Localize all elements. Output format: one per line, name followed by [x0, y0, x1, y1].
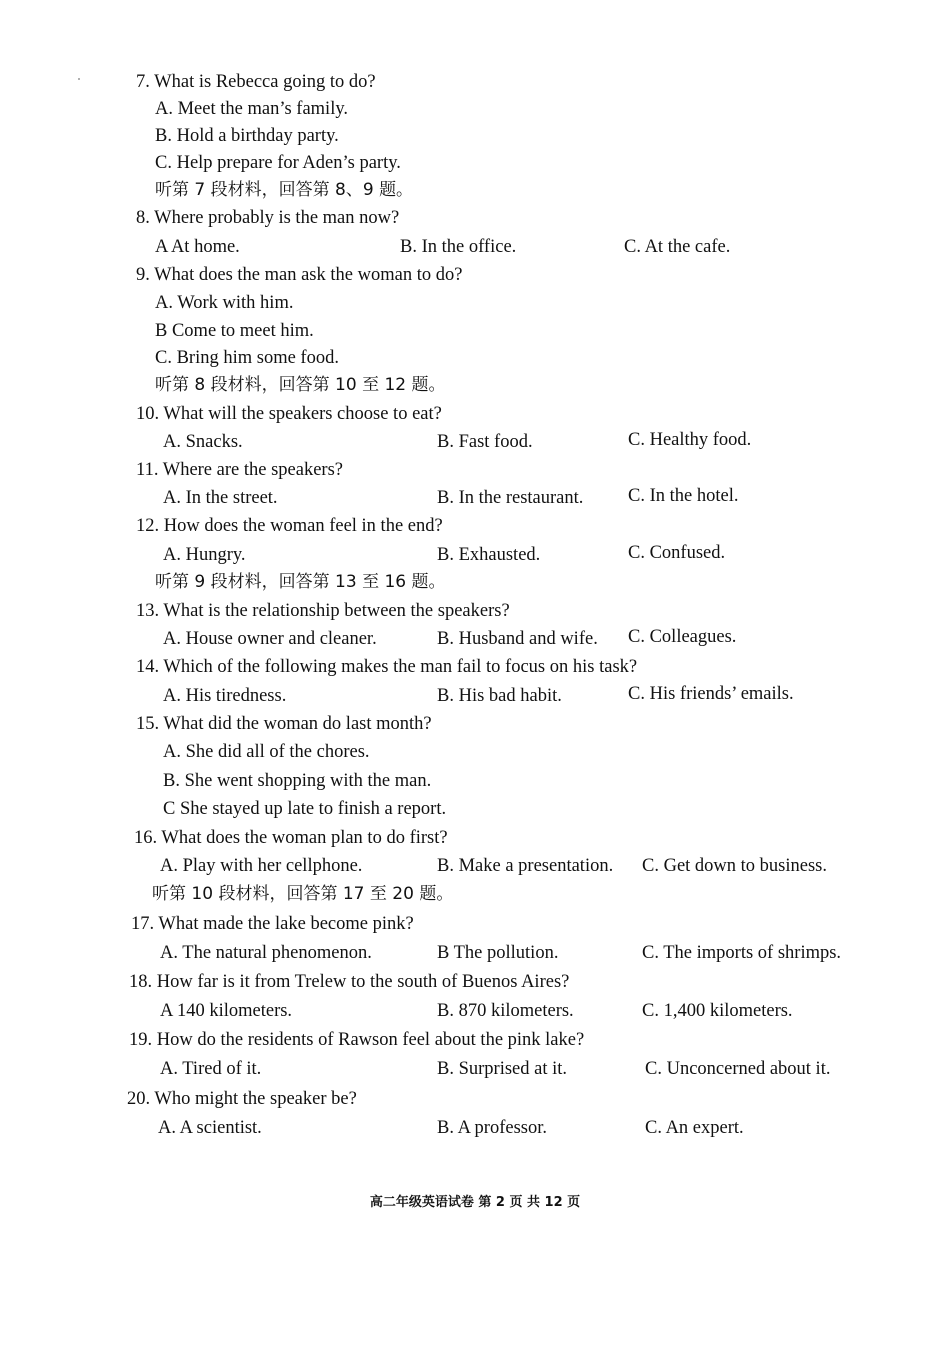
q20-option-b: B. A professor.: [437, 1118, 547, 1138]
q13-option-c: C. Colleagues.: [628, 627, 737, 647]
q8-option-b: B. In the office.: [400, 237, 517, 257]
q11-option-b: B. In the restaurant.: [437, 488, 584, 508]
q10-option-c: C. Healthy food.: [628, 430, 752, 450]
q16-option-b: B. Make a presentation.: [437, 856, 614, 876]
q15-option-c: C She stayed up late to finish a report.: [163, 799, 447, 819]
q8-option-c: C. At the cafe.: [624, 237, 731, 257]
q17-option-b: B The pollution.: [437, 943, 559, 963]
question-13: 13. What is the relationship between the speakers?: [136, 601, 510, 621]
question-10: 10. What will the speakers choose to eat?: [136, 404, 442, 424]
section-7-instruction: 听第 7 段材料，回答第 8、9 题。: [155, 180, 414, 200]
q10-option-a: A. Snacks.: [163, 432, 243, 452]
q16-option-a: A. Play with her cellphone.: [160, 856, 363, 876]
q10-option-b: B. Fast food.: [437, 432, 533, 452]
q9-option-b: B Come to meet him.: [155, 321, 314, 341]
q12-option-a: A. Hungry.: [163, 545, 246, 565]
question-19: 19. How do the residents of Rawson feel about the pink lake?: [129, 1030, 585, 1050]
q15-option-b: B. She went shopping with the man.: [163, 771, 432, 791]
q9-option-c: C. Bring him some food.: [155, 348, 339, 368]
question-18: 18. How far is it from Trelew to the south of Buenos Aires?: [129, 972, 570, 992]
q18-option-c: C. 1,400 kilometers.: [642, 1001, 793, 1021]
q15-option-a: A. She did all of the chores.: [163, 742, 370, 762]
q7-option-a: A. Meet the man’s family.: [155, 99, 349, 119]
question-7: 7. What is Rebecca going to do?: [136, 72, 376, 92]
section-8-instruction: 听第 8 段材料，回答第 10 至 12 题。: [155, 375, 446, 395]
q14-option-a: A. His tiredness.: [163, 686, 287, 706]
question-14: 14. Which of the following makes the man fail to focus on his task?: [136, 657, 638, 677]
q19-option-c: C. Unconcerned about it.: [645, 1059, 831, 1079]
q20-option-c: C. An expert.: [645, 1118, 744, 1138]
question-8: 8. Where probably is the man now?: [136, 208, 400, 228]
question-12: 12. How does the woman feel in the end?: [136, 516, 443, 536]
q17-option-a: A. The natural phenomenon.: [160, 943, 372, 963]
q19-option-b: B. Surprised at it.: [437, 1059, 568, 1079]
question-9: 9. What does the man ask the woman to do?: [136, 265, 463, 285]
q11-option-a: A. In the street.: [163, 488, 278, 508]
q7-option-c: C. Help prepare for Aden’s party.: [155, 153, 401, 173]
question-17: 17. What made the lake become pink?: [131, 914, 414, 934]
q14-option-c: C. His friends’ emails.: [628, 684, 794, 704]
q8-option-a: A At home.: [155, 237, 240, 257]
q12-option-b: B. Exhausted.: [437, 545, 541, 565]
q17-option-c: C. The imports of shrimps.: [642, 943, 842, 963]
question-15: 15. What did the woman do last month?: [136, 714, 432, 734]
q19-option-a: A. Tired of it.: [160, 1059, 262, 1079]
q14-option-b: B. His bad habit.: [437, 686, 562, 706]
q7-option-b: B. Hold a birthday party.: [155, 126, 339, 146]
q18-option-a: A 140 kilometers.: [160, 1001, 293, 1021]
q18-option-b: B. 870 kilometers.: [437, 1001, 574, 1021]
q11-option-c: C. In the hotel.: [628, 486, 739, 506]
question-11: 11. Where are the speakers?: [136, 460, 343, 480]
section-10-instruction: 听第 10 段材料，回答第 17 至 20 题。: [152, 884, 454, 904]
question-20: 20. Who might the speaker be?: [127, 1089, 357, 1109]
q16-option-c: C. Get down to business.: [642, 856, 827, 876]
question-16: 16. What does the woman plan to do first?: [134, 828, 448, 848]
q9-option-a: A. Work with him.: [155, 293, 294, 313]
q13-option-b: B. Husband and wife.: [437, 629, 598, 649]
scan-speck: [78, 78, 80, 80]
q20-option-a: A. A scientist.: [158, 1118, 262, 1138]
q13-option-a: A. House owner and cleaner.: [163, 629, 377, 649]
q12-option-c: C. Confused.: [628, 543, 726, 563]
section-9-instruction: 听第 9 段材料，回答第 13 至 16 题。: [155, 572, 446, 592]
page-footer: 高二年级英语试卷 第 2 页 共 12 页: [369, 1195, 581, 1210]
